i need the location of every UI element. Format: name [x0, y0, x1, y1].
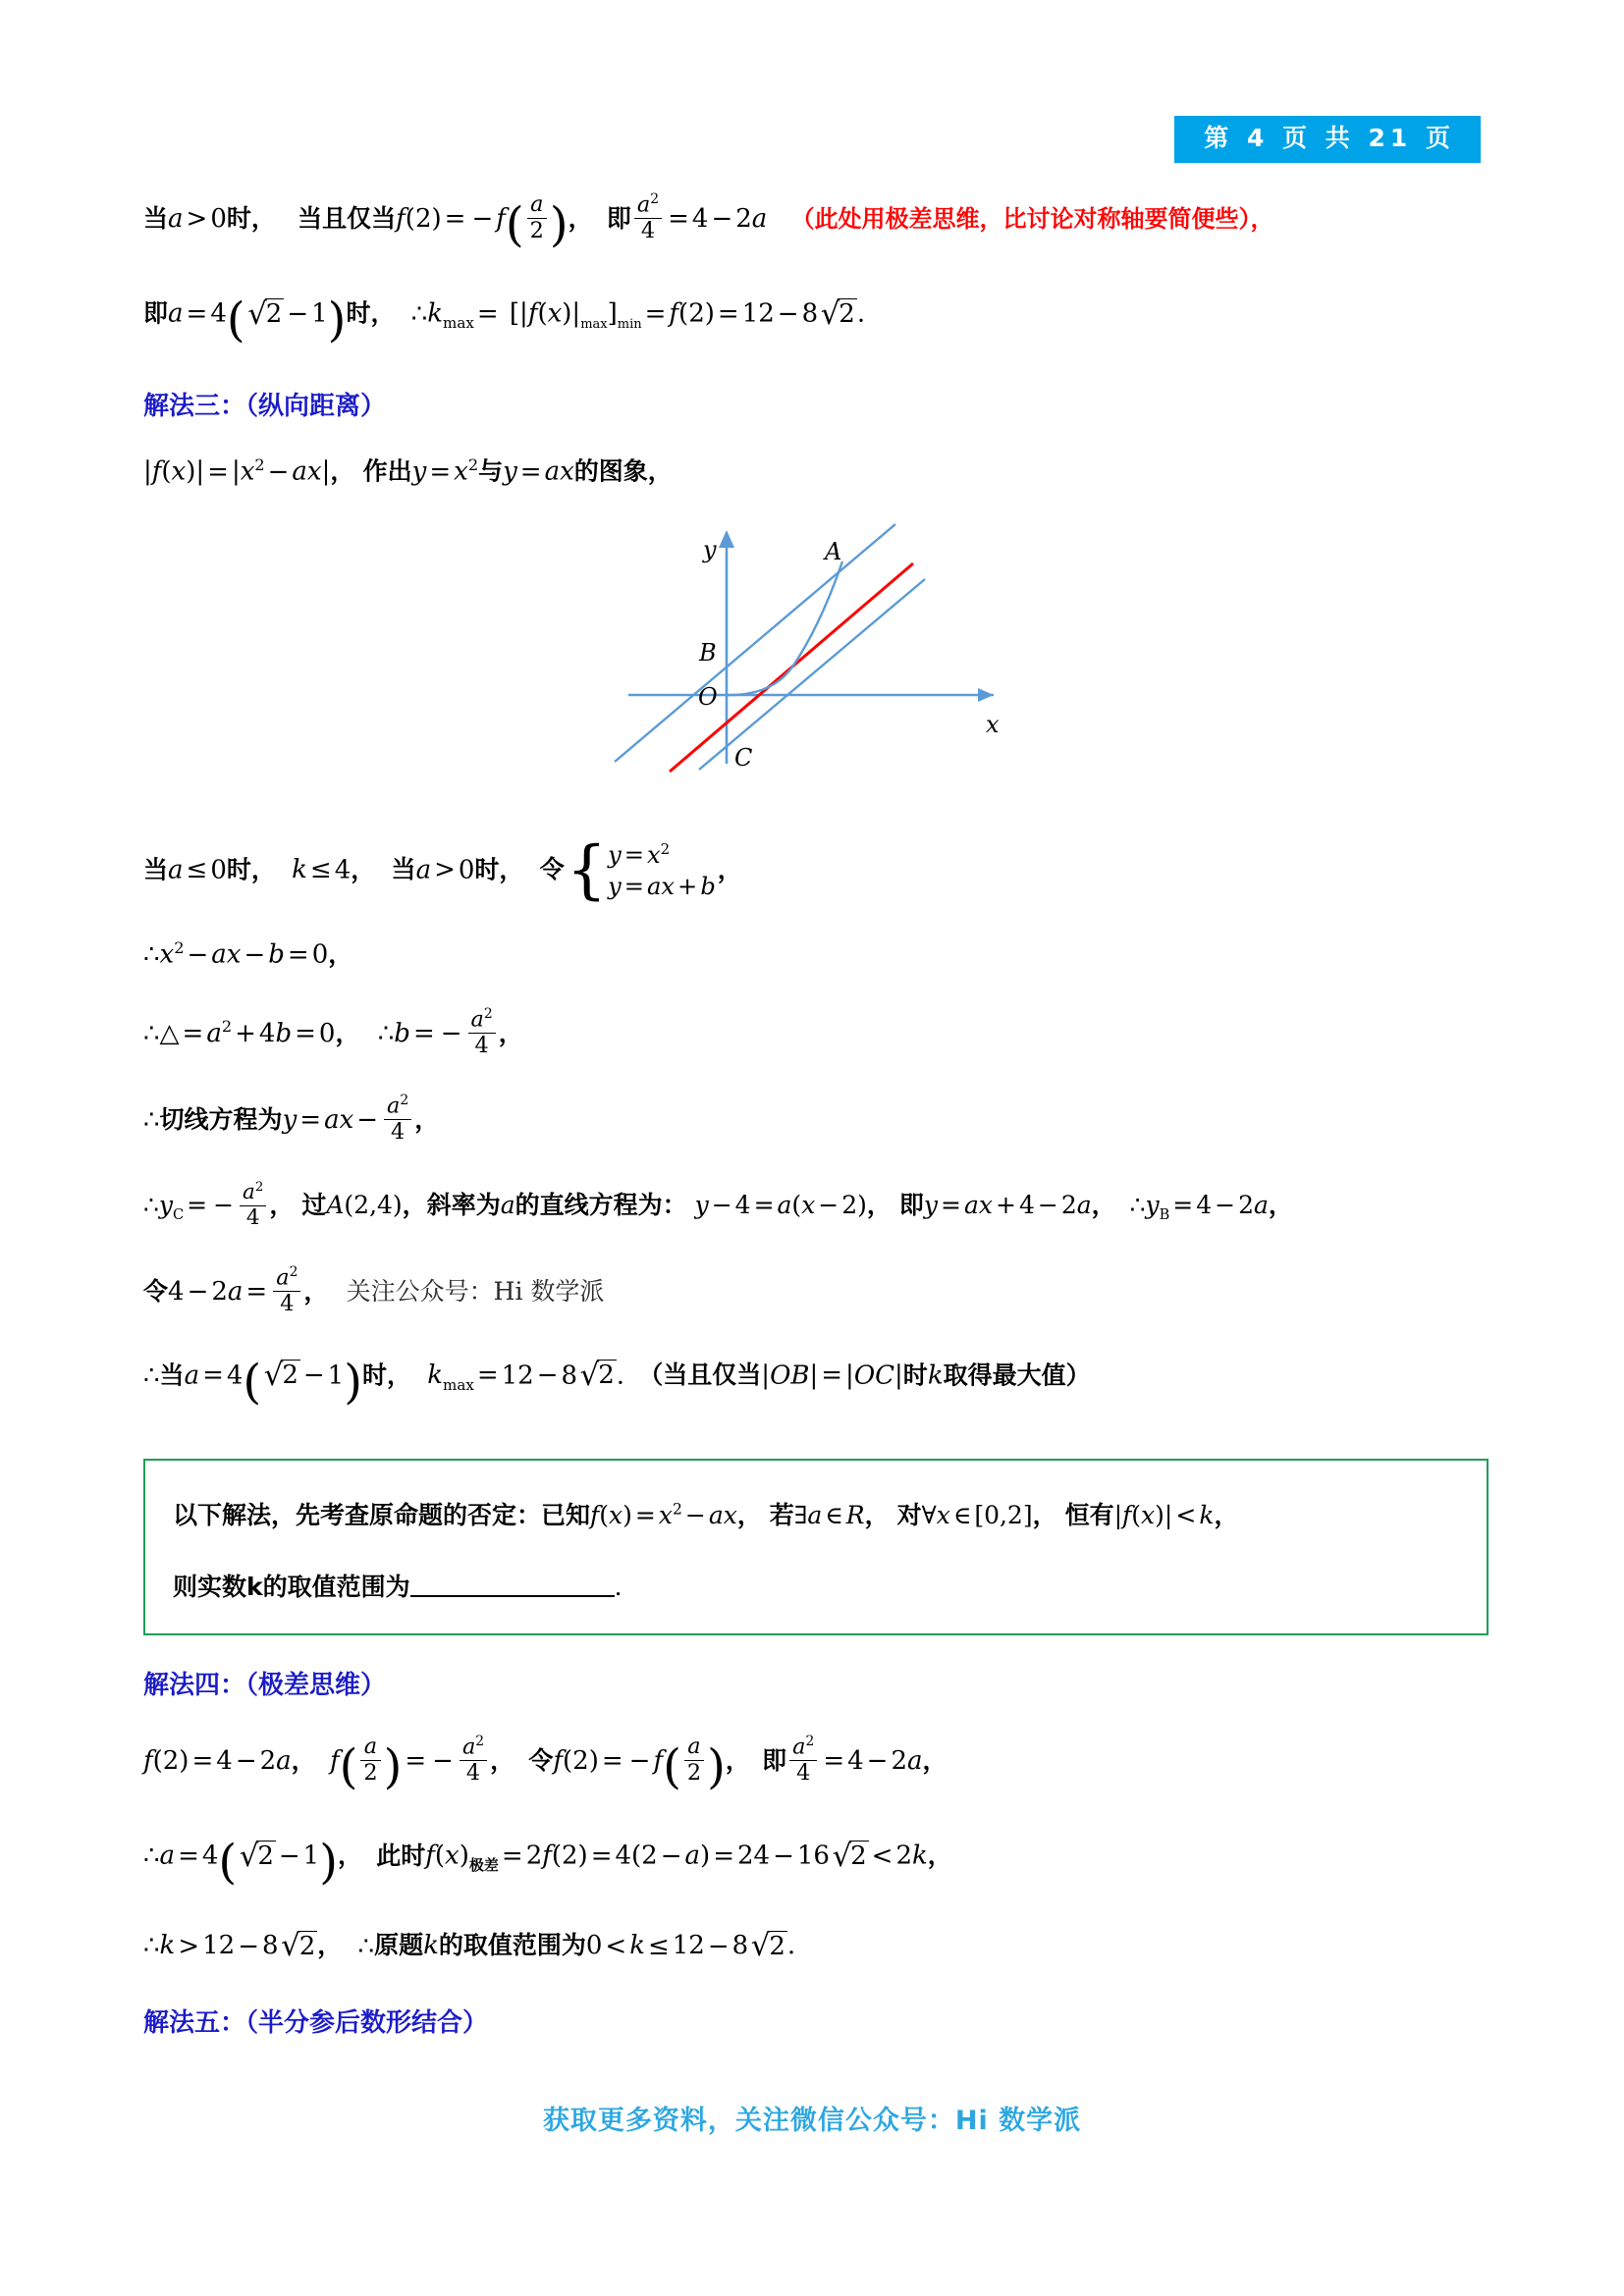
point-label-o: O	[698, 683, 718, 711]
green-box-prefix: 则实数k的取值范围为	[173, 1573, 410, 1602]
equation-line-7: ∴切线方程为y = ax − $\frac{a^2}{4}$ ，	[143, 1093, 440, 1146]
equation-line-4: 当a ≤ 0时， k ≤ 4， 当a > 0时， 令 { $y = x^2$ y = ax + b ，	[143, 833, 742, 908]
point-label-c: C	[734, 744, 753, 772]
point-label-a: A	[825, 538, 842, 565]
equation-line-6: ∴△ = $a^2 + 4b = 0$， ∴b = − $\frac{a^2}{4}$ ，	[143, 1006, 523, 1059]
green-box-line-1: 以下解法，先考查原命题的否定：已知$f(x) = x^2$ − ax， 若∃a ∈ R， 对∀x ∈ [0,2]， 恒有|f(x)| < k，	[173, 1500, 1239, 1529]
equation-line-5: $\therefore x^2$ − ax − b = 0，	[143, 937, 353, 970]
equation-line-9: 令4 − 2a = $\frac{a^2}{4}$ ， 关注公众号：Hi 数学派	[143, 1264, 605, 1317]
equation-line-2: 即a = 4(√2 − 1)时， $\therefore k_{max} = [|f(x)|_{max}]_{min} = f(2) = 12 - 8√2$.	[143, 293, 866, 348]
x-axis-arrow	[978, 688, 994, 702]
y-axis-arrow	[719, 530, 734, 548]
equation-line-8: $\therefore y_C$ = − $\frac{a^2}{4}$ ， 过A(2,4)，斜率为a的直线方程为： y − 4 = a(x − 2)， 即y = ax + 4 − 2a， $\therefore y_B = 4 - 2a$，	[143, 1179, 1293, 1230]
document-body-3	[143, 1665, 1489, 2072]
page-footer: 获取更多资料，关注微信公众号：Hi 数学派	[542, 2106, 1082, 2136]
green-note-box	[143, 1459, 1489, 1635]
equation-line-12: ∴a = 4(√2 − 1)， 此时$f(x)_{极差} = 2f(2) = 4(2 - a) = 24 - 16√2 < 2k$，	[143, 1835, 952, 1891]
point-label-b: B	[699, 639, 717, 667]
answer-blank	[410, 1595, 615, 1597]
heading-method-three: 解法三：（纵向距离）	[143, 392, 387, 422]
parabola-curve	[727, 561, 842, 695]
equation-line-10: ∴当a = 4(√2 − 1)时， $k_{max} = 12 - 8√2$. （当且仅当|OB| = |OC|时k取得最大值）	[143, 1354, 1091, 1410]
equation-line-1: 当a > 0时， 当且仅当f(2) = − f( $\frac{a}{2}$ )， 即 $\frac{a^2}{4}$ = 4 − 2a （此处用极差思维，比讨论对称轴要简便些），	[143, 191, 1274, 253]
line-through-b	[615, 524, 895, 762]
axis-label-y: y	[703, 536, 717, 563]
header-row	[1174, 116, 1481, 163]
graph-svg	[601, 518, 1023, 774]
heading-method-five: 解法五：（半分参后数形结合）	[143, 2007, 489, 2038]
figure-graph	[0, 518, 1624, 778]
document-body	[143, 192, 1489, 525]
tangent-line-through-c	[699, 579, 925, 770]
equation-line-3: $|f(x)| = |x^2 - ax|$， 作出$y = x^2$与y = ax的图象，	[143, 455, 673, 488]
green-box-suffix: .	[614, 1573, 623, 1602]
heading-method-four: 解法四：（极差思维）	[143, 1671, 387, 1700]
equation-line-11: f(2) = 4 − 2a， f( $\frac{a}{2}$ ) = − $\frac{a^2}{4}$ ， 令f(2) = − f( $\frac{a}{2}$ )， 即 $\frac{a^2}{4}$ = 4 − 2a，	[143, 1734, 947, 1795]
wechat-note-inline: 关注公众号：Hi 数学派	[346, 1276, 605, 1306]
red-annotation-1: （此处用极差思维，比讨论对称轴要简便些），	[790, 204, 1274, 233]
document-body-2	[143, 833, 1489, 1448]
page-number-badge: 第 4 页 共 21 页	[1174, 116, 1481, 163]
equation-line-13: ∴k > 12 − 8√2， ∴原题k的取值范围为0 < k ≤ 12 − 8√2.	[143, 1929, 796, 1964]
green-box-line-2	[173, 1572, 1459, 1602]
axis-label-x: x	[986, 711, 1000, 738]
